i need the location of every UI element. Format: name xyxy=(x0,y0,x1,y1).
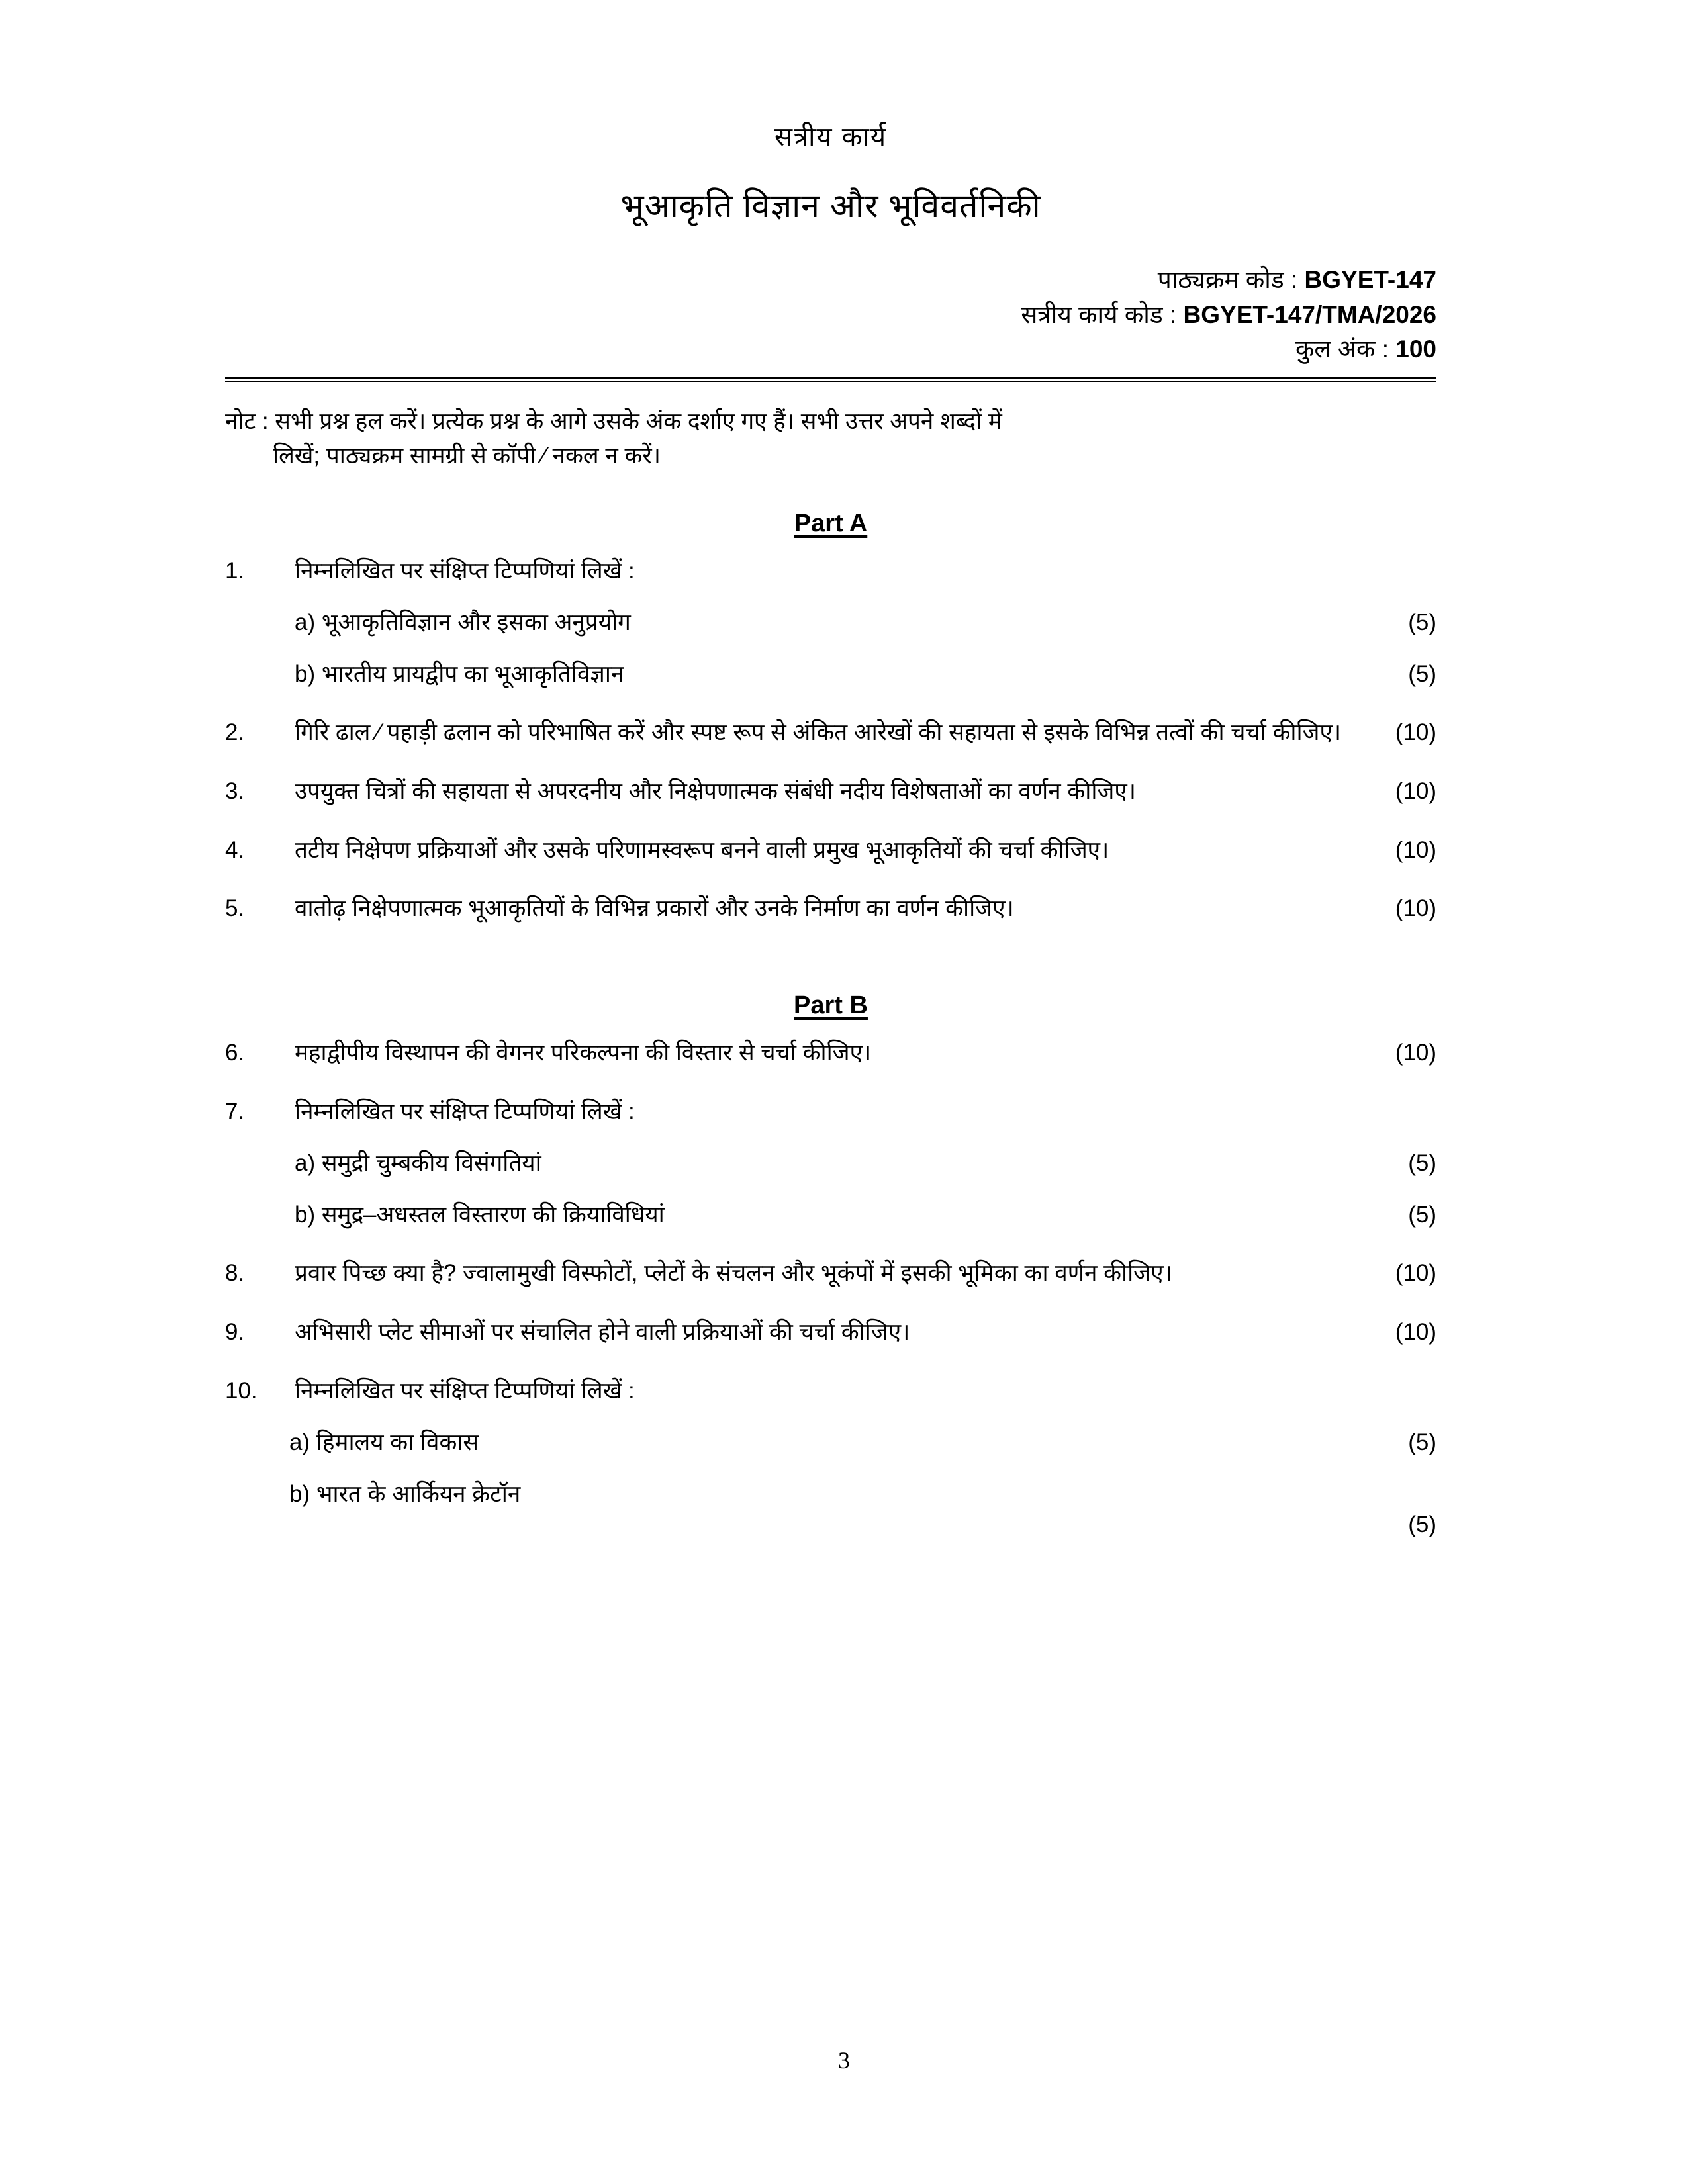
course-title: भूआकृति विज्ञान और भूविवर्तनिकी xyxy=(620,187,1041,224)
question-item xyxy=(225,1373,1436,1410)
question-item xyxy=(225,832,1436,870)
note-line-1: नोट : सभी प्रश्न हल करें। प्रत्येक प्रश्न के आगे उसके अंक दर्शाए गए हैं। सभी उत्तर अपने शब्दों में xyxy=(225,408,1002,434)
subitem-label: a) xyxy=(295,610,316,636)
subitem-text: समुद्री चुम्बकीय विसंगतियां xyxy=(321,1150,541,1177)
course-code-label: पाठ्यक्रम कोड : xyxy=(1157,266,1305,293)
part-a-question-list xyxy=(225,553,1436,928)
question-number: 5. xyxy=(225,895,245,922)
course-code-value: BGYET-147 xyxy=(1304,266,1436,293)
subitem-label: a) xyxy=(295,1150,316,1177)
question-subitem xyxy=(225,1145,1436,1182)
subitem-marks: (5) xyxy=(1408,610,1436,636)
subitem-text: भूआकृतिविज्ञान और इसका अनुप्रयोग xyxy=(321,610,631,636)
assignment-code-label: सत्रीय कार्य कोड : xyxy=(1021,300,1184,328)
question-marks: (10) xyxy=(1395,719,1436,746)
question-number: 4. xyxy=(225,837,245,863)
total-marks-line xyxy=(225,332,1436,367)
subitem-body xyxy=(289,1476,1364,1513)
question-marks: (10) xyxy=(1395,1319,1436,1345)
subitem-text: हिमालय का विकास xyxy=(316,1430,479,1456)
page-number: 3 xyxy=(838,2047,850,2073)
question-text: प्रवार पिच्छ क्या है? ज्वालामुखी विस्फोटों, प्लेटों के संचलन और भूकंपों में इसकी भूमिका का वर्णन कीजिए। xyxy=(295,1260,1172,1287)
part-b-question-list xyxy=(225,1034,1436,1538)
instructions-note xyxy=(225,404,1436,474)
question-subitem xyxy=(225,656,1436,693)
question-subitem xyxy=(225,1424,1436,1461)
part-b-heading: Part B xyxy=(794,991,868,1020)
part-b-section xyxy=(225,991,1436,1538)
question-item xyxy=(225,553,1436,590)
subitem-body xyxy=(295,1197,1364,1234)
question-marks: (10) xyxy=(1395,895,1436,922)
subitem-marks: (5) xyxy=(1408,661,1436,688)
question-item xyxy=(225,890,1436,928)
question-subitem xyxy=(225,604,1436,641)
subitem-text: भारतीय प्रायद्वीप का भूआकृतिविज्ञान xyxy=(321,661,624,688)
question-item xyxy=(225,1093,1436,1131)
subitem-body xyxy=(289,1424,1364,1461)
question-marks: (10) xyxy=(1395,1040,1436,1066)
subitem-text: समुद्र–अधस्तल विस्तारण की क्रियाविधियां xyxy=(321,1202,665,1228)
question-text: महाद्वीपीय विस्थापन की वेगनर परिकल्पना की विस्तार से चर्चा कीजिए। xyxy=(295,1040,872,1066)
question-marks: (10) xyxy=(1395,1260,1436,1287)
question-subitem xyxy=(225,1197,1436,1234)
page-content xyxy=(225,0,1436,1538)
question-number: 10. xyxy=(225,1377,258,1404)
subitem-body xyxy=(295,604,1364,641)
question-text: निम्नलिखित पर संक्षिप्त टिप्पणियां लिखें : xyxy=(295,557,635,584)
part-a-section xyxy=(225,510,1436,928)
question-item xyxy=(225,1034,1436,1072)
assignment-label: सत्रीय कार्य xyxy=(774,122,888,152)
question-text: अभिसारी प्लेट सीमाओं पर संचालित होने वाली प्रक्रियाओं की चर्चा कीजिए। xyxy=(295,1319,910,1345)
note-line-2: लिखें; पाठ्यक्रम सामग्री से कॉपी ⁄ नकल न करें। xyxy=(273,443,661,469)
subitem-marks: (5) xyxy=(1408,1202,1436,1228)
assignment-code-line xyxy=(225,298,1436,333)
assignment-code-value: BGYET-147/TMA/2026 xyxy=(1183,300,1436,328)
course-meta-block xyxy=(225,263,1436,367)
question-number: 8. xyxy=(225,1260,245,1287)
question-number: 1. xyxy=(225,557,245,584)
question-number: 9. xyxy=(225,1319,245,1345)
subitem-marks: (5) xyxy=(1408,1512,1436,1538)
subitem-label: b) xyxy=(289,1481,310,1508)
subitem-text: भारत के आर्कियन क्रेटॉन xyxy=(316,1481,521,1508)
question-item xyxy=(225,1255,1436,1293)
question-text: उपयुक्त चित्रों की सहायता से अपरदनीय और निक्षेपणात्मक संबंधी नदीय विशेषताओं का वर्णन कीजिए। xyxy=(295,778,1136,804)
question-number: 3. xyxy=(225,778,245,804)
question-text: निम्नलिखित पर संक्षिप्त टिप्पणियां लिखें : xyxy=(295,1377,635,1404)
question-marks: (10) xyxy=(1395,837,1436,863)
subitem-marks: (5) xyxy=(1408,1430,1436,1456)
question-number: 6. xyxy=(225,1040,245,1066)
question-number: 7. xyxy=(225,1098,245,1124)
question-subitem xyxy=(225,1476,1436,1538)
subitem-body xyxy=(295,656,1364,693)
question-item xyxy=(225,714,1436,752)
subitem-label: b) xyxy=(295,661,316,688)
question-text: वातोढ़ निक्षेपणात्मक भूआकृतियों के विभिन्न प्रकारों और उनके निर्माण का वर्णन कीजिए। xyxy=(295,895,1014,922)
subitem-label: b) xyxy=(295,1202,316,1228)
header-divider xyxy=(225,377,1436,382)
question-text: तटीय निक्षेपण प्रक्रियाओं और उसके परिणामस्वरूप बनने वाली प्रमुख भूआकृतियों की चर्चा कीजिए। xyxy=(295,837,1109,863)
subitem-body xyxy=(295,1145,1364,1182)
question-text: निम्नलिखित पर संक्षिप्त टिप्पणियां लिखें : xyxy=(295,1098,635,1124)
subitem-label: a) xyxy=(289,1430,310,1456)
part-a-heading: Part A xyxy=(794,509,868,537)
question-item xyxy=(225,1314,1436,1351)
question-item xyxy=(225,773,1436,811)
question-text: गिरि ढाल ⁄ पहाड़ी ढलान को परिभाषित करें और स्पष्ट रूप से अंकित आरेखों की सहायता से इसके विभिन्न तत्वों की चर्चा कीजिए। xyxy=(295,719,1342,746)
course-code-line xyxy=(225,263,1436,298)
total-marks-label: कुल अंक : xyxy=(1295,336,1396,363)
subitem-marks: (5) xyxy=(1408,1150,1436,1177)
question-marks: (10) xyxy=(1395,778,1436,804)
question-number: 2. xyxy=(225,719,245,746)
total-marks-value: 100 xyxy=(1395,336,1436,363)
